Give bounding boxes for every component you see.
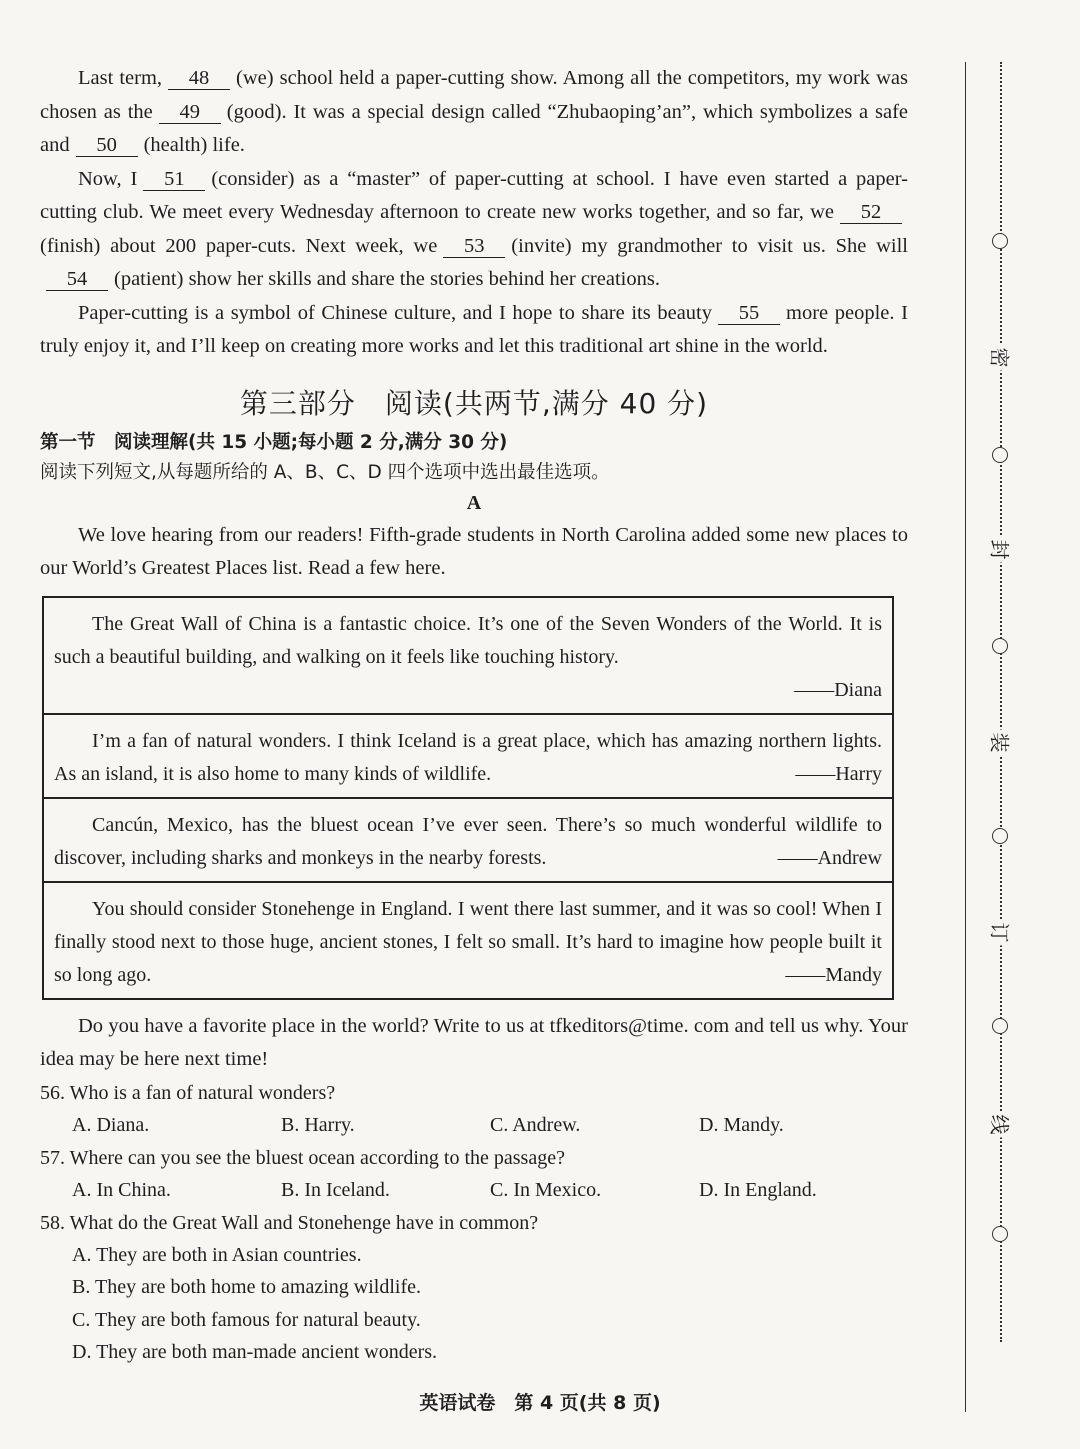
question-58	[40, 1207, 908, 1369]
blank-49[interactable]: 49	[159, 101, 221, 124]
option-d[interactable]: D. Mandy.	[699, 1113, 784, 1136]
option-c[interactable]: C. They are both famous for natural beauty.	[72, 1308, 421, 1331]
cloze-paragraph-3	[40, 297, 908, 364]
text: (patient) show her skills and share the stories behind her creations.	[114, 268, 660, 290]
text: Last term,	[78, 67, 163, 89]
blank-48[interactable]: 48	[168, 67, 230, 90]
text: (consider) as a “master” of paper-cutting at school. I have even started a paper-cutting club. We meet every Wednesday afternoon to create new works together, and so far, we	[40, 167, 908, 223]
text: Paper-cutting is a symbol of Chinese culture, and I hope to share its beauty	[78, 301, 713, 324]
binding-circle-icon	[992, 638, 1008, 654]
text: I’m a fan of natural wonders. I think Iceland is a great place, which has amazing northern lights. As an island, it is also home to many kinds of wildlife.	[54, 729, 882, 785]
question-56	[40, 1077, 908, 1142]
places-box	[42, 596, 894, 1000]
binding-line	[965, 62, 966, 1412]
text: (finish) about 200 paper-cuts. Next week, we	[40, 234, 438, 257]
text: (health) life.	[143, 134, 245, 156]
entry-author: ——Diana	[794, 678, 882, 701]
text: (good). It was a special design called “Zhubaoping’an”, which symbolizes a safe and	[40, 100, 909, 156]
entry-author: ——Andrew	[777, 846, 882, 869]
blank-50[interactable]: 50	[76, 134, 138, 157]
entry-text: The Great Wall of China is a fantastic choice. It’s one of the Seven Wonders of the World. It is such a beautiful building, and walking on it feels like touching history.	[54, 612, 882, 668]
text: (invite) my grandmother to visit us. She will	[511, 234, 908, 257]
binding-char: 密	[987, 345, 1016, 371]
text: You should consider Stonehenge in England. I went there last summer, and it was so cool! When I finally stood next to those huge, ancient stones, I felt so small. It’s hard to imagine how people built it so long ago.	[54, 897, 882, 986]
blank-52[interactable]: 52	[840, 201, 902, 224]
option-b[interactable]: B. Harry.	[281, 1113, 355, 1136]
option-c[interactable]: C. In Mexico.	[490, 1178, 602, 1201]
entry-box	[44, 598, 892, 715]
binding-char: 装	[987, 730, 1016, 756]
binding-circle-icon	[992, 1018, 1008, 1034]
option-d[interactable]: D. In England.	[699, 1178, 817, 1201]
binding-char: 线	[987, 1112, 1016, 1138]
entry-text	[54, 725, 882, 791]
binding-char: 订	[987, 920, 1016, 946]
passage-intro: We love hearing from our readers! Fifth-grade students in North Carolina added some new places to our World’s Greatest Places list. Read a few here.	[40, 523, 908, 579]
blank-54[interactable]: 54	[46, 268, 108, 291]
entry-box	[44, 799, 892, 883]
blank-51[interactable]: 51	[143, 168, 205, 191]
text: (we) school held a paper-cutting show. Among all the competitors, my work was chosen as the	[40, 67, 908, 123]
entry-text	[54, 893, 882, 992]
passage-outro: Do you have a favorite place in the world? Write to us at tfkeditors@time. com and tell us why. Your idea may be here next time!	[40, 1014, 908, 1070]
entry-text	[54, 809, 882, 875]
passage-label: A	[466, 491, 482, 514]
question-stem: 56. Who is a fan of natural wonders?	[40, 1081, 336, 1104]
option-c[interactable]: C. Andrew.	[490, 1113, 581, 1136]
section-heading: 第一节 阅读理解(共 15 小题;每小题 2 分,满分 30 分)	[40, 431, 508, 453]
option-a[interactable]: A. Diana.	[72, 1113, 150, 1136]
entry-author: ——Mandy	[785, 963, 882, 986]
entry-box	[44, 715, 892, 799]
cloze-paragraph-2	[40, 163, 908, 297]
binding-char: 封	[987, 537, 1016, 563]
part-title: 第三部分 阅读(共两节,满分 40 分)	[239, 386, 709, 420]
binding-circle-icon	[992, 233, 1008, 249]
binding-circle-icon	[992, 1226, 1008, 1242]
entry-box	[44, 883, 892, 998]
text: Now, I	[78, 167, 138, 190]
question-57	[40, 1142, 908, 1207]
binding-circle-icon	[992, 447, 1008, 463]
cloze-paragraph-1	[40, 62, 908, 163]
option-a[interactable]: A. They are both in Asian countries.	[72, 1243, 362, 1266]
text: Cancún, Mexico, has the bluest ocean I’ve ever seen. There’s so much wonderful wildlife to discover, including sharks and monkeys in the nearby forests.	[54, 813, 882, 869]
exam-page-content	[40, 62, 908, 1369]
question-stem: 58. What do the Great Wall and Stonehenge have in common?	[40, 1211, 539, 1234]
binding-circle-icon	[992, 828, 1008, 844]
instructions: 阅读下列短文,从每题所给的 A、B、C、D 四个选项中选出最佳选项。	[40, 461, 610, 483]
page-footer: 英语试卷 第 4 页(共 8 页)	[419, 1392, 661, 1414]
question-stem: 57. Where can you see the bluest ocean according to the passage?	[40, 1146, 565, 1169]
blank-53[interactable]: 53	[443, 235, 505, 258]
option-b[interactable]: B. They are both home to amazing wildlife.	[72, 1276, 421, 1298]
option-a[interactable]: A. In China.	[72, 1178, 171, 1201]
binding-dotted-line	[1000, 62, 1002, 1342]
blank-55[interactable]: 55	[718, 302, 780, 325]
entry-author: ——Harry	[795, 762, 882, 785]
option-b[interactable]: B. In Iceland.	[281, 1178, 390, 1201]
option-row	[40, 1109, 908, 1142]
option-row	[40, 1174, 908, 1207]
text: more people. I truly enjoy it, and I’ll keep on creating more works and let this traditional art shine in the world.	[40, 301, 908, 357]
option-d[interactable]: D. They are both man-made ancient wonders.	[72, 1341, 438, 1363]
